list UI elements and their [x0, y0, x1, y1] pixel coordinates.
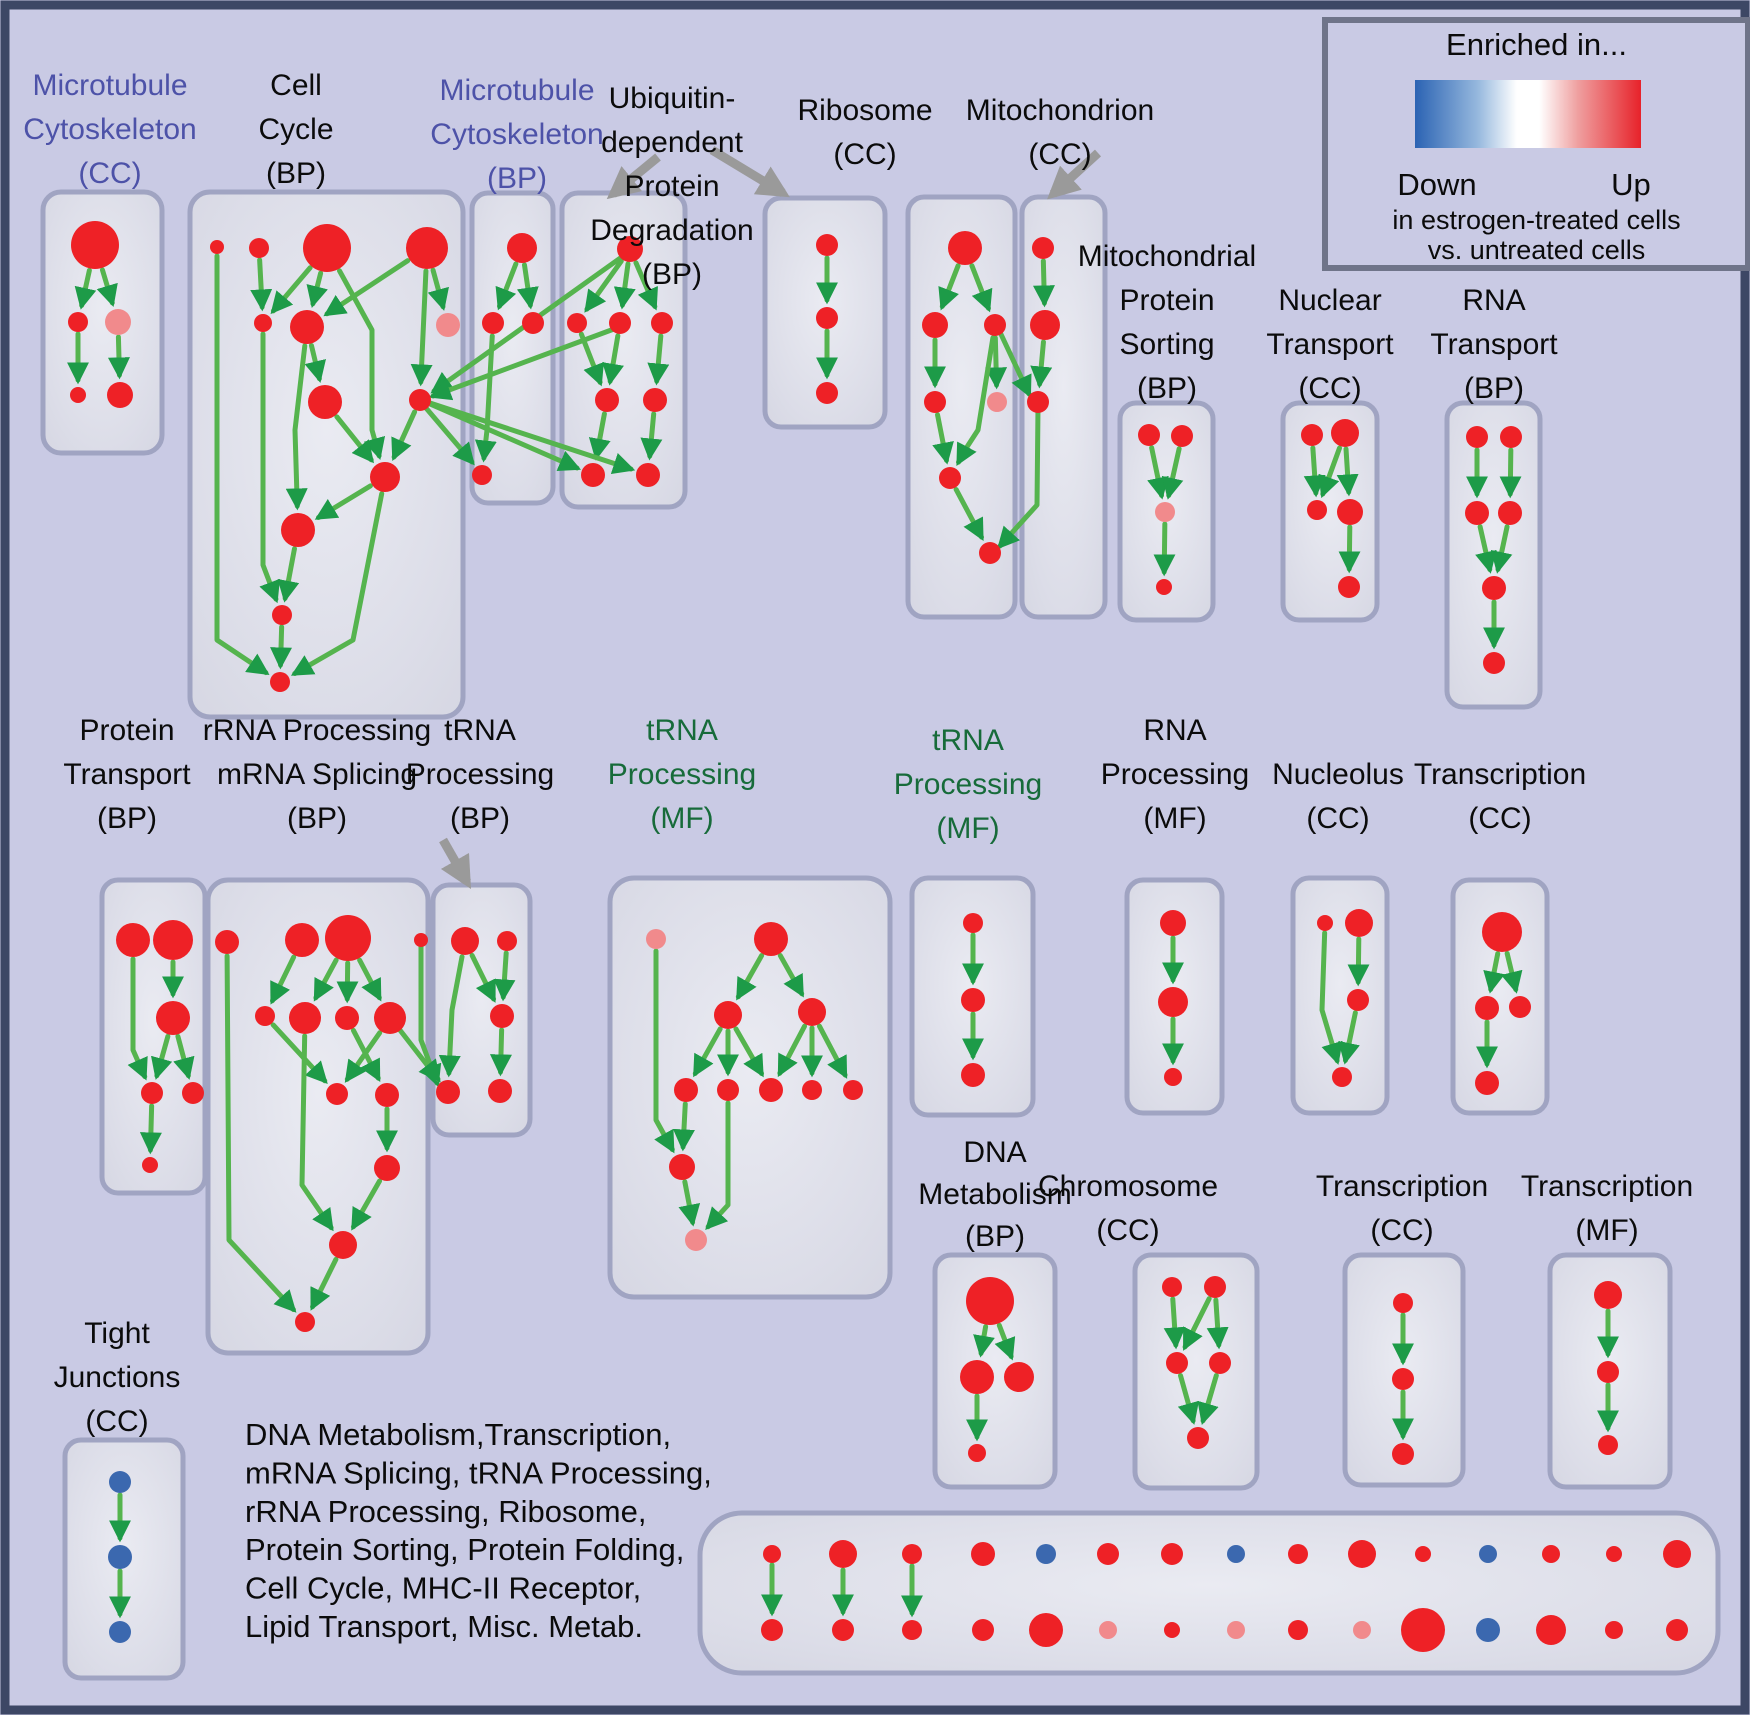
- shared-terms-node-19: [1353, 1621, 1371, 1639]
- tight-junctions-node-2: [109, 1621, 131, 1643]
- rrna-processing-mrna-splicing-node-11: [329, 1231, 357, 1259]
- rna-transport-label-line-2: (BP): [1464, 372, 1524, 405]
- protein-transport-label-line-1: Transport: [63, 758, 191, 791]
- cell-cycle-node-9: [370, 462, 400, 492]
- transcription-cc-lower-label-line-0: Transcription: [1316, 1170, 1488, 1203]
- transcription-mf-node-0: [1594, 1281, 1622, 1309]
- chromosome-edge-0: [1173, 1299, 1176, 1345]
- shared-terms-node-3: [832, 1619, 854, 1641]
- nucleolus-label-line-1: (CC): [1306, 802, 1369, 835]
- rrna-processing-mrna-splicing-node-3: [414, 933, 428, 947]
- ribosome-node-4: [987, 392, 1007, 412]
- shared-terms-node-8: [1036, 1544, 1056, 1564]
- nucleolus-node-2: [1347, 989, 1369, 1011]
- cell-cycle-node-8: [409, 389, 431, 411]
- microtubule-cytoskeleton-cc-node-2: [105, 309, 131, 335]
- rna-processing-mf-node-1: [1158, 987, 1188, 1017]
- transcription-cc-upper-node-1: [1475, 996, 1499, 1020]
- dna-metabolism-node-0: [966, 1277, 1014, 1325]
- rrna-processing-mrna-splicing-node-5: [289, 1002, 321, 1034]
- trna-processing-bp-edge-2: [503, 953, 506, 997]
- rna-transport-node-3: [1498, 501, 1522, 525]
- ubiquitin-degradation-box-b-node-2: [816, 382, 838, 404]
- rna-transport-label-line-0: RNA: [1462, 284, 1525, 317]
- cell-cycle-node-7: [308, 385, 342, 419]
- legend-gradient-bar: [1415, 80, 1641, 148]
- shared-terms-node-5: [902, 1620, 922, 1640]
- cell-cycle-label-line-1: Cycle: [258, 113, 333, 146]
- rrna-processing-mrna-splicing-node-2: [325, 915, 371, 961]
- nuclear-transport-edge-2: [1346, 449, 1349, 492]
- rna-processing-mf-label-line-2: (MF): [1143, 802, 1206, 835]
- cell-cycle-label-line-2: (BP): [266, 157, 326, 190]
- microtubule-cytoskeleton-bp-label-line-0: Microtubule: [439, 74, 594, 107]
- nuclear-transport-node-4: [1338, 576, 1360, 598]
- microtubule-cytoskeleton-bp-node-0: [507, 233, 537, 263]
- rna-processing-mf-label-line-0: RNA: [1143, 714, 1206, 747]
- dna-metabolism-label-line-1: Metabolism: [918, 1178, 1071, 1211]
- ribosome-label-line-1: (CC): [833, 138, 896, 171]
- trna-processing-bp-node-2: [490, 1004, 514, 1028]
- mitochondrial-protein-sorting-node-0: [1138, 424, 1160, 446]
- mitochondrion-label-line-1: (CC): [1028, 138, 1091, 171]
- shared-terms-node-2: [829, 1540, 857, 1568]
- trna-processing-mf-large-node-3: [798, 998, 826, 1026]
- shared-terms-node-21: [1401, 1608, 1445, 1652]
- rna-processing-mf-node-0: [1160, 910, 1186, 936]
- protein-transport-node-0: [116, 923, 150, 957]
- transcription-mf-label-line-1: (MF): [1575, 1214, 1638, 1247]
- tight-junctions-label-line-2: (CC): [85, 1405, 148, 1438]
- dna-metabolism-node-3: [968, 1444, 986, 1462]
- microtubule-cytoskeleton-cc-label-line-2: (CC): [78, 157, 141, 190]
- rna-processing-mf-label-line-1: Processing: [1101, 758, 1249, 791]
- chromosome-edge-2: [1216, 1300, 1219, 1345]
- nucleolus-edge-1: [1358, 939, 1359, 982]
- nuclear-transport-edge-0: [1313, 448, 1316, 493]
- transcription-cc-upper-label-line-1: (CC): [1468, 802, 1531, 835]
- trna-processing-bp-label-line-2: (BP): [450, 802, 510, 835]
- shared-terms-node-16: [1288, 1544, 1308, 1564]
- shared-terms-node-15: [1227, 1621, 1245, 1639]
- nuclear-transport-node-3: [1337, 499, 1363, 525]
- tight-junctions-label-line-0: Tight: [84, 1317, 150, 1350]
- ubiquitin-degradation-label-label-line-1: dependent: [601, 126, 743, 159]
- legend-down-label: Down: [1397, 167, 1476, 202]
- shared-terms-node-27: [1605, 1621, 1623, 1639]
- trna-processing-mf-large-node-7: [802, 1080, 822, 1100]
- shared-terms-node-10: [1097, 1543, 1119, 1565]
- cell-cycle-edge-15: [281, 627, 282, 665]
- mitochondrion-edge-0: [1043, 261, 1044, 303]
- transcription-cc-upper-node-2: [1509, 996, 1531, 1018]
- ubiquitin-degradation-box-a-node-1: [567, 313, 587, 333]
- shared-terms-node-12: [1161, 1543, 1183, 1565]
- rrna-processing-mrna-splicing-label-line-0: rRNA Processing: [203, 714, 431, 747]
- shared-terms-text-line-5: Lipid Transport, Misc. Metab.: [245, 1609, 643, 1644]
- cell-cycle-node-6: [436, 313, 460, 337]
- nuclear-transport-node-1: [1331, 419, 1359, 447]
- trna-processing-mf-large-node-2: [714, 1001, 742, 1029]
- trna-processing-bp-node-4: [488, 1079, 512, 1103]
- rrna-processing-mrna-splicing-label-line-1: mRNA Splicing: [217, 758, 417, 791]
- trna-processing-bp-node-1: [497, 931, 517, 951]
- rrna-processing-mrna-splicing-node-10: [374, 1155, 400, 1181]
- transcription-cc-upper-node-0: [1482, 912, 1522, 952]
- cell-cycle-node-12: [270, 672, 290, 692]
- shared-terms-node-13: [1164, 1622, 1180, 1638]
- ubiquitin-degradation-box-a-node-3: [651, 312, 673, 334]
- shared-terms-node-18: [1348, 1540, 1376, 1568]
- ubiquitin-degradation-box-a-node-4: [595, 388, 619, 412]
- rrna-processing-mrna-splicing-node-7: [374, 1002, 406, 1034]
- rrna-processing-mrna-splicing-box: [208, 880, 428, 1353]
- mitochondrial-protein-sorting-node-1: [1171, 425, 1193, 447]
- ubiquitin-degradation-box-a-node-6: [581, 463, 605, 487]
- nuclear-transport-label-line-2: (CC): [1298, 372, 1361, 405]
- trna-processing-mf-small-label-line-1: Processing: [894, 768, 1042, 801]
- trna-processing-mf-small-label-line-0: tRNA: [932, 724, 1004, 757]
- trna-processing-mf-small-node-1: [961, 988, 985, 1012]
- shared-terms-node-9: [1029, 1613, 1063, 1647]
- nucleolus-node-0: [1317, 915, 1333, 931]
- chromosome-node-2: [1166, 1352, 1188, 1374]
- chromosome-box: [1135, 1255, 1257, 1488]
- dna-metabolism-node-2: [1004, 1362, 1034, 1392]
- chromosome-label-line-1: (CC): [1096, 1214, 1159, 1247]
- transcription-cc-lower-node-1: [1392, 1368, 1414, 1390]
- trna-processing-mf-large-node-1: [754, 922, 788, 956]
- shared-terms-node-25: [1536, 1615, 1566, 1645]
- ubiquitin-degradation-box-a-node-7: [636, 463, 660, 487]
- ribosome-node-0: [948, 231, 982, 265]
- transcription-mf-label-line-0: Transcription: [1521, 1170, 1693, 1203]
- microtubule-cytoskeleton-bp-node-2: [522, 312, 544, 334]
- protein-transport-edge-4: [150, 1106, 151, 1150]
- trna-processing-mf-large-label-line-2: (MF): [650, 802, 713, 835]
- chromosome-node-1: [1204, 1276, 1226, 1298]
- protein-transport-label-line-2: (BP): [97, 802, 157, 835]
- rna-transport-node-1: [1500, 426, 1522, 448]
- mitochondrial-protein-sorting-label-line-2: Sorting: [1119, 328, 1214, 361]
- trna-processing-bp-node-0: [451, 927, 479, 955]
- tight-junctions-node-1: [108, 1545, 132, 1569]
- legend-layer: [1325, 20, 1748, 268]
- legend-title: Enriched in...: [1446, 27, 1627, 62]
- trna-processing-mf-small-label-line-2: (MF): [936, 812, 999, 845]
- mitochondrion-node-1: [1030, 310, 1060, 340]
- mitochondrial-protein-sorting-node-3: [1156, 579, 1172, 595]
- ribosome-node-2: [984, 314, 1006, 336]
- microtubule-cytoskeleton-bp-node-1: [482, 312, 504, 334]
- trna-processing-mf-large-node-9: [669, 1154, 695, 1180]
- trna-processing-mf-large-edge-9: [683, 1104, 685, 1147]
- mitochondrial-protein-sorting-node-2: [1155, 502, 1175, 522]
- ribosome-label-line-0: Ribosome: [797, 94, 932, 127]
- chromosome-node-3: [1209, 1352, 1231, 1374]
- nucleolus-node-1: [1345, 909, 1373, 937]
- microtubule-cytoskeleton-cc-label-line-0: Microtubule: [32, 69, 187, 102]
- ribosome-node-1: [922, 312, 948, 338]
- ribosome-node-3: [924, 391, 946, 413]
- ubiquitin-degradation-label-label-line-0: Ubiquitin-: [609, 82, 736, 115]
- ribosome-edge-3: [995, 338, 996, 385]
- microtubule-cytoskeleton-bp-node-3: [472, 465, 492, 485]
- trna-processing-bp-label-line-1: Processing: [406, 758, 554, 791]
- microtubule-cytoskeleton-cc-edge-3: [118, 337, 119, 375]
- rna-transport-node-0: [1466, 426, 1488, 448]
- shared-terms-text-line-0: DNA Metabolism,Transcription,: [245, 1417, 671, 1452]
- microtubule-cytoskeleton-bp-label-line-1: Cytoskeleton: [430, 118, 603, 151]
- dna-metabolism-node-1: [960, 1360, 994, 1394]
- ribosome-node-6: [979, 542, 1001, 564]
- shared-terms-node-14: [1227, 1545, 1245, 1563]
- rrna-processing-mrna-splicing-node-9: [375, 1083, 399, 1107]
- rrna-processing-mrna-splicing-label-line-2: (BP): [287, 802, 347, 835]
- mitochondrion-label-line-0: Mitochondrion: [966, 94, 1154, 127]
- ribosome-node-5: [939, 467, 961, 489]
- trna-processing-mf-small-node-2: [961, 1063, 985, 1087]
- shared-terms-node-17: [1288, 1620, 1308, 1640]
- chromosome-label-line-0: Chromosome: [1038, 1170, 1218, 1203]
- shared-terms-node-1: [761, 1619, 783, 1641]
- cell-cycle-node-1: [249, 238, 269, 258]
- nucleolus-label-line-0: Nucleolus: [1272, 758, 1404, 791]
- cell-cycle-node-11: [272, 605, 292, 625]
- rna-transport-node-5: [1483, 652, 1505, 674]
- ubiquitin-degradation-box-a-node-2: [609, 312, 631, 334]
- rna-transport-node-2: [1465, 501, 1489, 525]
- microtubule-cytoskeleton-cc-node-3: [70, 387, 86, 403]
- shared-terms-box: [700, 1513, 1718, 1673]
- protein-transport-node-3: [141, 1082, 163, 1104]
- rrna-processing-mrna-splicing-node-1: [285, 923, 319, 957]
- trna-processing-mf-large-node-0: [646, 929, 666, 949]
- mitochondrial-protein-sorting-label-line-3: (BP): [1137, 372, 1197, 405]
- trna-processing-mf-large-node-8: [843, 1080, 863, 1100]
- mitochondrial-protein-sorting-label-line-0: Mitochondrial: [1078, 240, 1256, 273]
- trna-processing-mf-small-node-0: [963, 913, 983, 933]
- rrna-processing-mrna-splicing-node-6: [335, 1006, 359, 1030]
- ubiquitin-degradation-box-b-node-0: [816, 234, 838, 256]
- nuclear-transport-node-0: [1301, 424, 1323, 446]
- nuclear-transport-label-line-0: Nuclear: [1278, 284, 1381, 317]
- trna-processing-mf-large-node-6: [759, 1078, 783, 1102]
- ubiquitin-degradation-label-label-line-3: Degradation: [590, 214, 753, 247]
- shared-terms-text-line-4: Cell Cycle, MHC-II Receptor,: [245, 1571, 641, 1606]
- microtubule-cytoskeleton-bp-label-line-2: (BP): [487, 162, 547, 195]
- trna-processing-mf-large-node-5: [717, 1079, 739, 1101]
- cell-cycle-node-0: [210, 240, 224, 254]
- transcription-mf-node-1: [1597, 1361, 1619, 1383]
- nucleolus-node-3: [1332, 1067, 1352, 1087]
- nuclear-transport-label-line-1: Transport: [1266, 328, 1394, 361]
- shared-terms-node-6: [971, 1542, 995, 1566]
- transcription-cc-lower-node-0: [1393, 1293, 1413, 1313]
- trna-processing-bp-edge-3: [501, 1030, 502, 1072]
- ubiquitin-degradation-box-b-node-1: [816, 307, 838, 329]
- rna-transport-node-4: [1482, 576, 1506, 600]
- cell-cycle-edge-1: [260, 260, 263, 307]
- transcription-mf-node-2: [1598, 1435, 1618, 1455]
- cell-cycle-label-line-0: Cell: [270, 69, 322, 102]
- shared-terms-node-7: [972, 1619, 994, 1641]
- shared-terms-node-4: [902, 1544, 922, 1564]
- protein-transport-box: [102, 880, 205, 1193]
- transcription-cc-lower-node-2: [1392, 1443, 1414, 1465]
- rna-processing-mf-node-2: [1164, 1068, 1182, 1086]
- rrna-processing-mrna-splicing-node-8: [326, 1083, 348, 1105]
- cell-cycle-node-5: [290, 310, 324, 344]
- microtubule-cytoskeleton-cc-label-line-1: Cytoskeleton: [23, 113, 196, 146]
- shared-terms-node-22: [1479, 1545, 1497, 1563]
- trna-processing-bp-node-3: [436, 1080, 460, 1104]
- ubiquitin-degradation-label-label-line-2: Protein: [624, 170, 719, 203]
- legend-subtitle-line-2: vs. untreated cells: [1428, 235, 1646, 265]
- shared-terms-node-20: [1415, 1546, 1431, 1562]
- shared-terms-text-line-2: rRNA Processing, Ribosome,: [245, 1494, 646, 1529]
- trna-processing-mf-large-node-4: [674, 1078, 698, 1102]
- tight-junctions-node-0: [109, 1471, 131, 1493]
- tight-junctions-label-line-1: Junctions: [54, 1361, 181, 1394]
- nuclear-transport-node-2: [1307, 500, 1327, 520]
- shared-terms-node-23: [1476, 1618, 1500, 1642]
- shared-terms-text-line-3: Protein Sorting, Protein Folding,: [245, 1532, 684, 1567]
- mitochondrial-protein-sorting-edge-2: [1164, 524, 1165, 572]
- microtubule-cytoskeleton-cc-node-1: [68, 312, 88, 332]
- shared-terms-text-line-1: mRNA Splicing, tRNA Processing,: [245, 1455, 712, 1490]
- mitochondrial-protein-sorting-label-line-1: Protein: [1119, 284, 1214, 317]
- rrna-processing-mrna-splicing-node-12: [295, 1312, 315, 1332]
- mitochondrion-node-2: [1027, 391, 1049, 413]
- legend-up-label: Up: [1611, 167, 1651, 202]
- cell-cycle-node-2: [303, 224, 351, 272]
- shared-terms-node-29: [1666, 1619, 1688, 1641]
- transcription-cc-lower-label-line-1: (CC): [1370, 1214, 1433, 1247]
- microtubule-cytoskeleton-cc-node-0: [71, 221, 119, 269]
- trna-processing-mf-large-node-10: [685, 1229, 707, 1251]
- rna-transport-edge-1: [1510, 450, 1511, 494]
- trna-processing-mf-large-label-line-0: tRNA: [646, 714, 718, 747]
- dna-metabolism-label-line-2: (BP): [965, 1220, 1025, 1253]
- shared-terms-node-28: [1663, 1540, 1691, 1568]
- shared-terms-node-26: [1606, 1546, 1622, 1562]
- ubiquitin-degradation-label-label-line-4: (BP): [642, 258, 702, 291]
- cell-cycle-node-4: [254, 314, 272, 332]
- shared-terms-node-24: [1542, 1545, 1560, 1563]
- protein-transport-node-4: [182, 1082, 204, 1104]
- trna-processing-mf-large-label-line-1: Processing: [608, 758, 756, 791]
- rna-transport-label-line-1: Transport: [1430, 328, 1558, 361]
- chromosome-node-4: [1187, 1427, 1209, 1449]
- ubiquitin-degradation-box-a-node-5: [643, 388, 667, 412]
- mitochondrion-node-0: [1032, 237, 1054, 259]
- microtubule-cytoskeleton-cc-node-4: [107, 382, 133, 408]
- shared-terms-node-11: [1099, 1621, 1117, 1639]
- transcription-cc-upper-label-line-0: Transcription: [1414, 758, 1586, 791]
- protein-transport-label-line-0: Protein: [79, 714, 174, 747]
- legend-subtitle-line-1: in estrogen-treated cells: [1392, 205, 1680, 235]
- trna-processing-bp-label-line-0: tRNA: [444, 714, 516, 747]
- dna-metabolism-label-line-0: DNA: [963, 1136, 1026, 1169]
- protein-transport-node-2: [156, 1001, 190, 1035]
- nuclear-transport-edge-3: [1349, 527, 1350, 569]
- rrna-processing-mrna-splicing-node-4: [255, 1006, 275, 1026]
- shared-terms-node-0: [763, 1545, 781, 1563]
- protein-transport-node-5: [142, 1157, 158, 1173]
- cell-cycle-node-3: [406, 227, 448, 269]
- cell-cycle-node-10: [281, 513, 315, 547]
- rrna-processing-mrna-splicing-node-0: [215, 930, 239, 954]
- transcription-cc-upper-node-3: [1475, 1071, 1499, 1095]
- protein-transport-node-1: [153, 920, 193, 960]
- chromosome-node-0: [1162, 1277, 1182, 1297]
